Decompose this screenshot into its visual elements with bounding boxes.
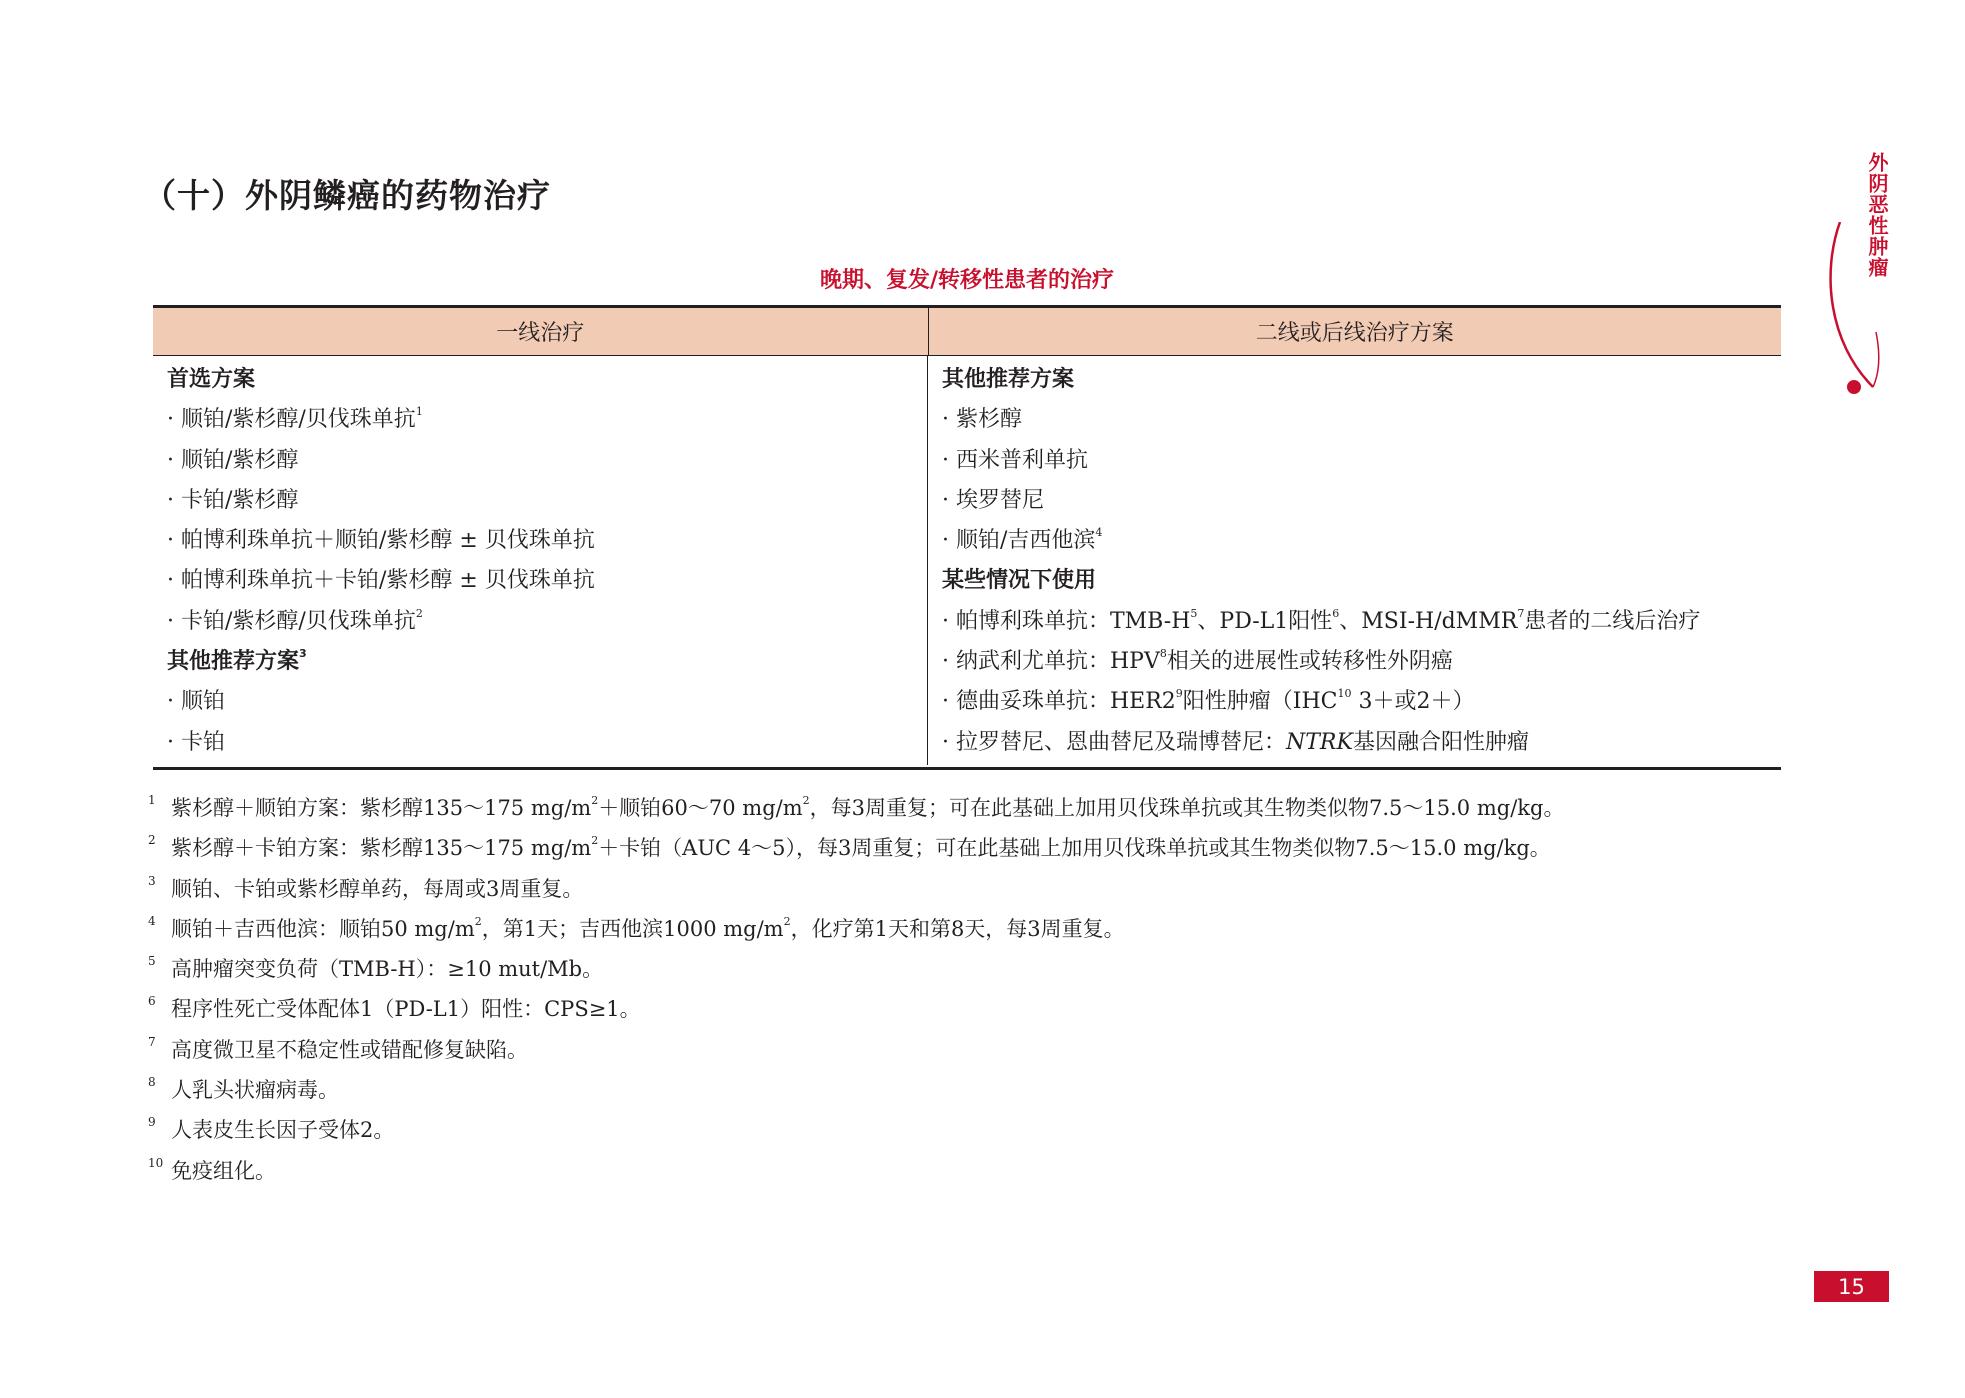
footnote-10: 10 免疫组化。 [148,1155,276,1183]
regimen-item: · 帕博利珠单抗：TMB-$H^5$、PD-L1阳性$^6$、MSI-H/dMMR$^7$患者的二线后治疗 [942,606,1701,634]
page-number: 15 [1814,1271,1889,1302]
footnote-ref: 7 [1517,606,1525,620]
group-heading: 某些情况下使用 [942,568,1097,594]
regimen-item: · 顺铂/紫杉醇/贝伐珠单抗$^1$ [167,405,423,433]
footnote-1: 1 紫杉醇＋顺铂方案：紫杉醇135～175 $mg/m^2+$顺铂60～70 $mg/m^2$，每3周重复；可在此基础上加用贝伐珠单抗或其生物类似物7.5～15.0 mg/kg。 [148,793,1565,820]
regimen-item: · 卡铂/紫杉醇/贝伐珠单抗$^2$ [167,606,423,634]
footnote-ref: 2 [415,606,423,620]
regimen-item: · 卡铂/紫杉醇 [167,487,299,513]
footnote-7: 7 高度微卫星不稳定性或错配修复缺陷。 [148,1034,528,1062]
regimen-item: · 纳武利尤单抗：HPV$^8$相关的进展性或转移性外阴癌 [942,647,1453,675]
footnote-3: 3 顺铂、卡铂或紫杉醇单药，每周或3周重复。 [148,873,584,901]
footnote-9: 9 人表皮生长因子受体2。 [148,1115,395,1143]
regimen-item: · 紫杉醇 [942,407,1022,433]
footnotes [148,788,1788,1191]
footnote-ref: 5 [1190,606,1198,620]
first-line-column [153,356,928,765]
second-line-column [928,356,1781,765]
treatment-table [153,305,1781,770]
first-line-list [167,356,927,763]
group-heading: 其他推荐方案 [942,367,1075,392]
second-line-list [942,356,1781,763]
footnote-2: 2 紫杉醇＋卡铂方案：紫杉醇135～175 $mg/m^2+$卡铂（AUC 4～5），每3周重复；可在此基础上加用贝伐珠单抗或其生物类似物7.5～15.0 mg/kg。 [148,833,1551,861]
regimen-item: · 埃罗替尼 [942,487,1044,513]
footnote-ref: 8 [1159,647,1167,661]
footnote-ref: 10 [1337,687,1352,701]
regimen-item: · 顺铂/吉西他滨$^4$ [942,526,1103,554]
footnote-8: 8 人乳头状瘤病毒。 [148,1075,339,1103]
footnote-4: 4 顺铂＋吉西他滨：顺铂50 $mg/m^2$，第1天；吉西他滨1000 $mg/m^2$，化疗第1天和第8天，每3周重复。 [148,913,1125,941]
footnote-ref: 6 [1332,606,1340,620]
table-header-row [153,308,1781,356]
footnote-5: 5 高肿瘤突变负荷（TMB-H）：≥10 mut/Mb。 [148,954,604,982]
regimen-item: · 帕博利珠单抗＋顺铂/紫杉醇 ± 贝伐珠单抗 [167,528,595,554]
regimen-item: · 顺铂 [167,689,225,715]
regimen-item: · 帕博利珠单抗＋卡铂/紫杉醇 ± 贝伐珠单抗 [167,568,595,594]
chapter-side-tab: 外阴恶性肿瘤 [1865,152,1889,278]
table-caption: 晚期、复发/转移性患者的治疗 [819,268,1115,293]
regimen-item: · 卡铂 [167,729,225,755]
regimen-item: · 拉罗替尼、恩曲替尼及瑞博替尼：NTRK基因融合阳性肿瘤 [942,729,1529,755]
table-body [153,356,1781,765]
decorative-arc-icon [1818,222,1888,402]
section-title: （十）外阴鳞癌的药物治疗 [143,176,551,215]
regimen-item: · 西米普利单抗 [942,447,1088,473]
footnote-6: 6 程序性死亡受体配体1（PD-L1）阳性：CPS≥1。 [148,994,641,1022]
header-first-line: 一线治疗 [153,308,929,355]
header-second-line: 二线或后线治疗方案 [1255,321,1454,346]
footnote-ref: 1 [415,405,423,419]
regimen-item: · 顺铂/紫杉醇 [167,447,299,473]
footnote-ref: 3 [299,647,307,661]
regimen-item: · 德曲妥珠单抗：$HER2^9$阳性肿瘤（IHC$^{10}$ 3＋或2＋） [942,687,1475,715]
footnote-ref: 9 [1175,687,1183,701]
footnote-ref: 4 [1095,526,1103,540]
group-heading: 其他推荐方案$^3$ [167,647,307,675]
group-heading: 首选方案 [167,367,256,392]
